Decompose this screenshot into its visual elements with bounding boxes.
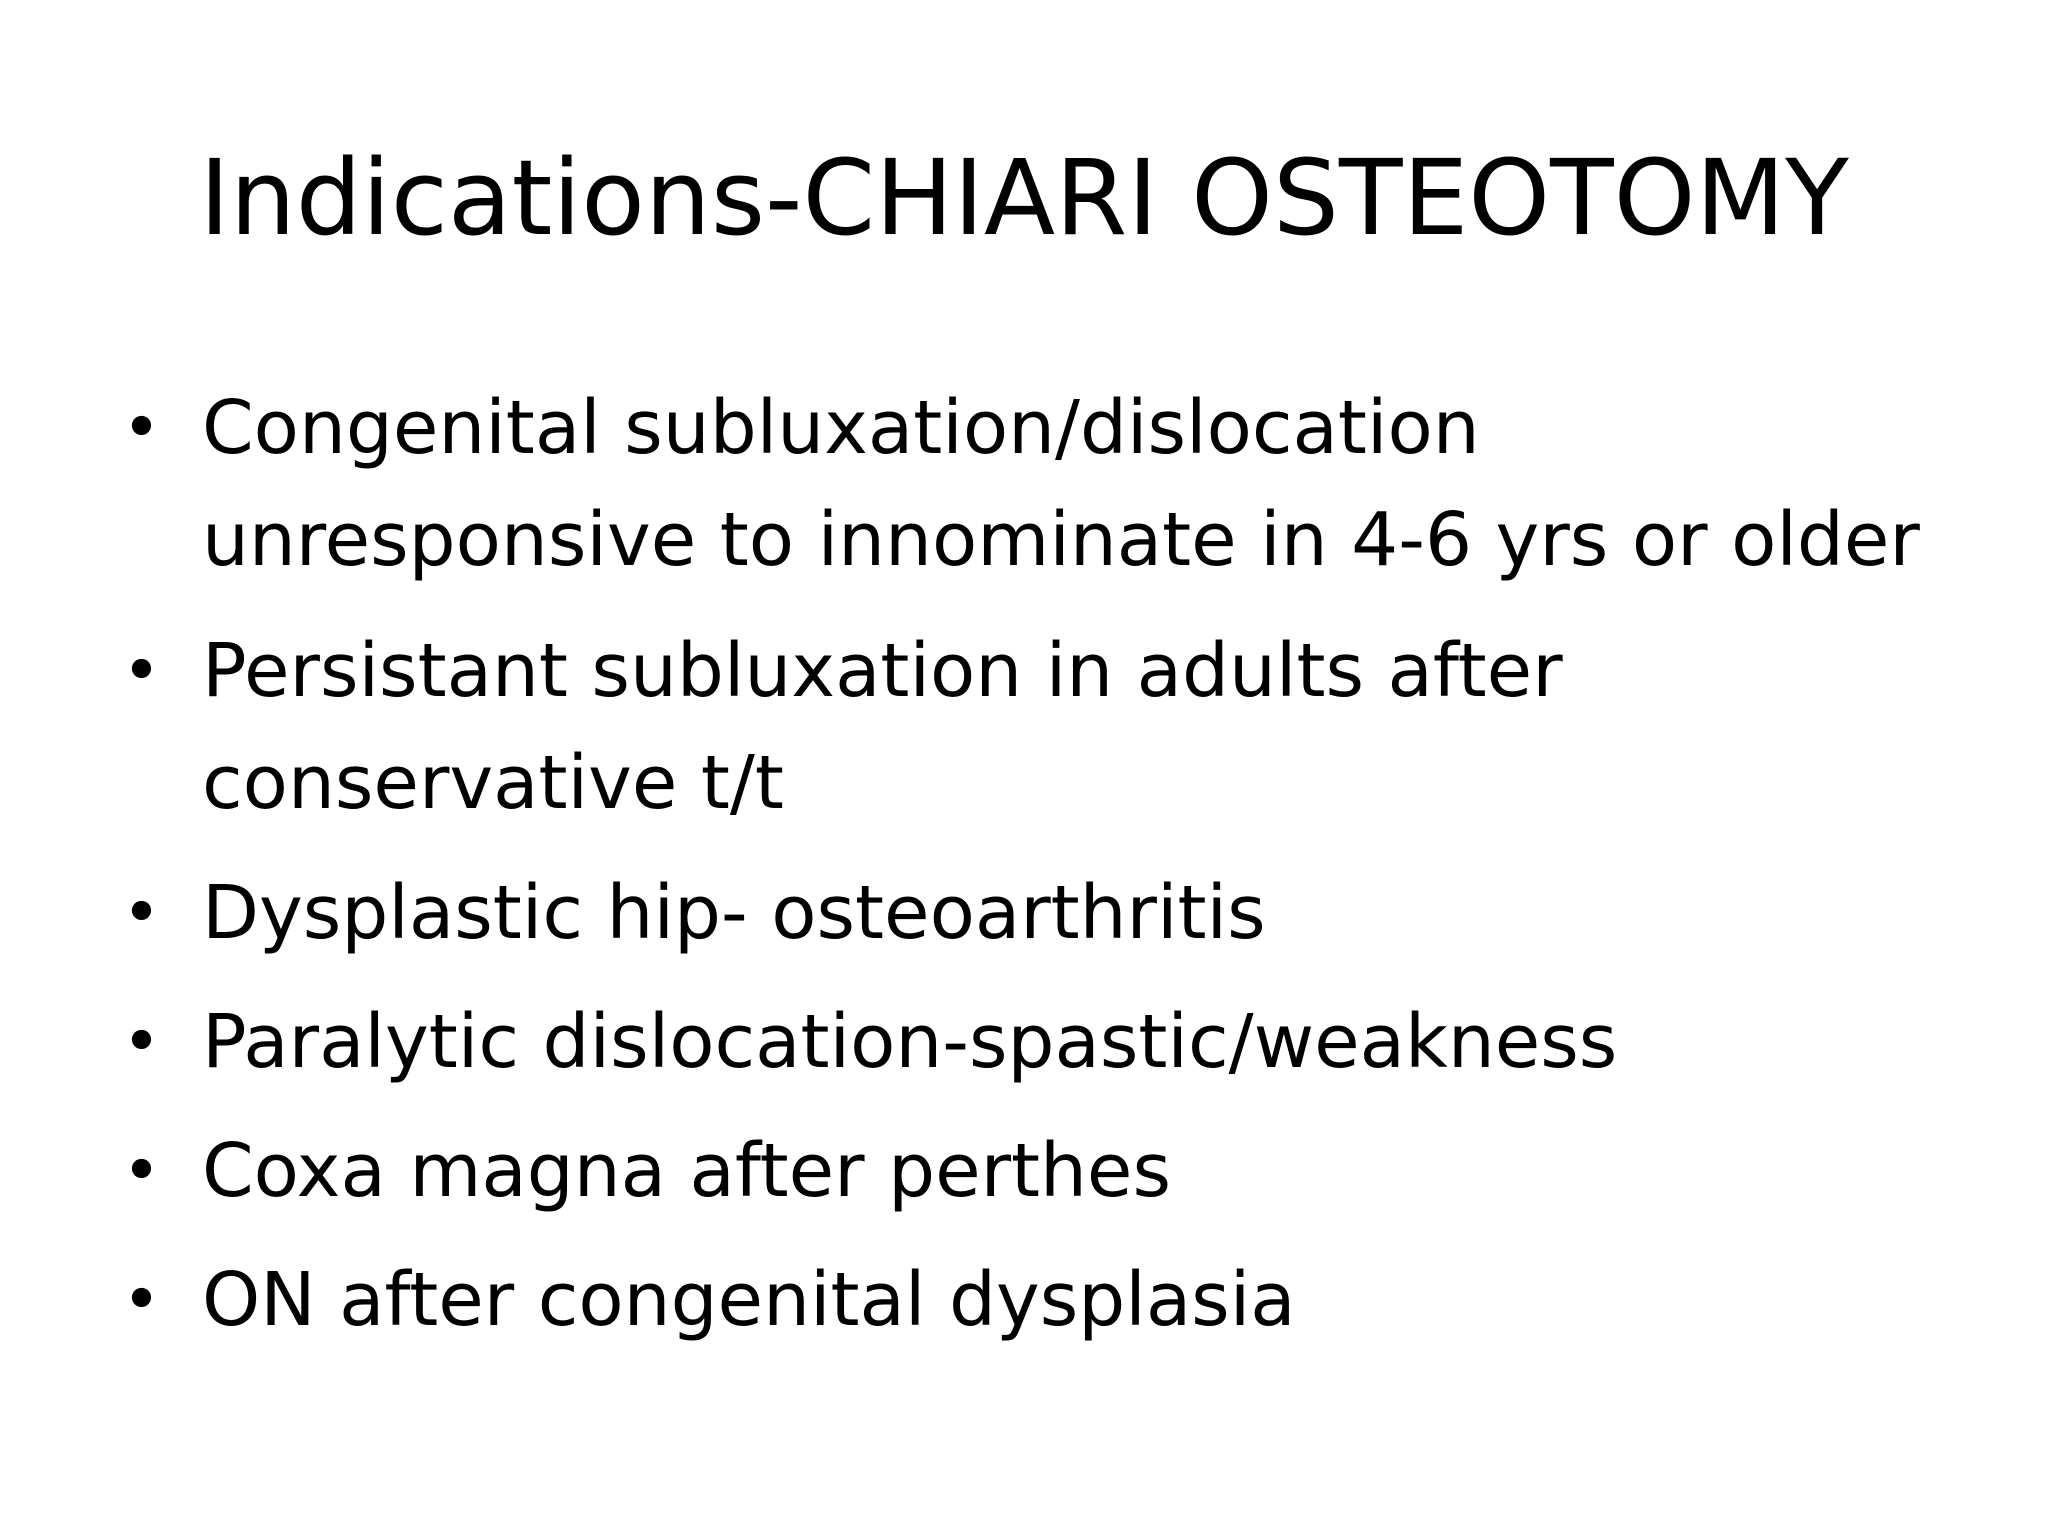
- bullet-text-line: Dysplastic hip- osteoarthritis: [202, 870, 1266, 956]
- bullet-text-line: Paralytic dislocation-spastic/weakness: [202, 999, 1618, 1085]
- bullet-text-line: conservative t/t: [202, 740, 784, 826]
- bullet-icon: •: [122, 1261, 161, 1338]
- bullet-text-line: Coxa magna after perthes: [202, 1128, 1172, 1214]
- bullet-icon: •: [122, 1003, 161, 1080]
- bullet-text-line: Persistant subluxation in adults after: [202, 628, 1563, 714]
- bullet-text-line: ON after congenital dysplasia: [202, 1257, 1296, 1343]
- bullet-icon: •: [122, 874, 161, 951]
- bullet-icon: •: [122, 632, 161, 709]
- bullet-text-line: unresponsive to innominate in 4-6 yrs or older: [202, 497, 1920, 583]
- bullet-icon: •: [122, 1132, 161, 1209]
- slide-title: Indications-CHIARI OSTEOTOMY: [199, 137, 1849, 259]
- bullet-text-line: Congenital subluxation/dislocation: [202, 385, 1480, 471]
- bullet-icon: •: [122, 389, 161, 466]
